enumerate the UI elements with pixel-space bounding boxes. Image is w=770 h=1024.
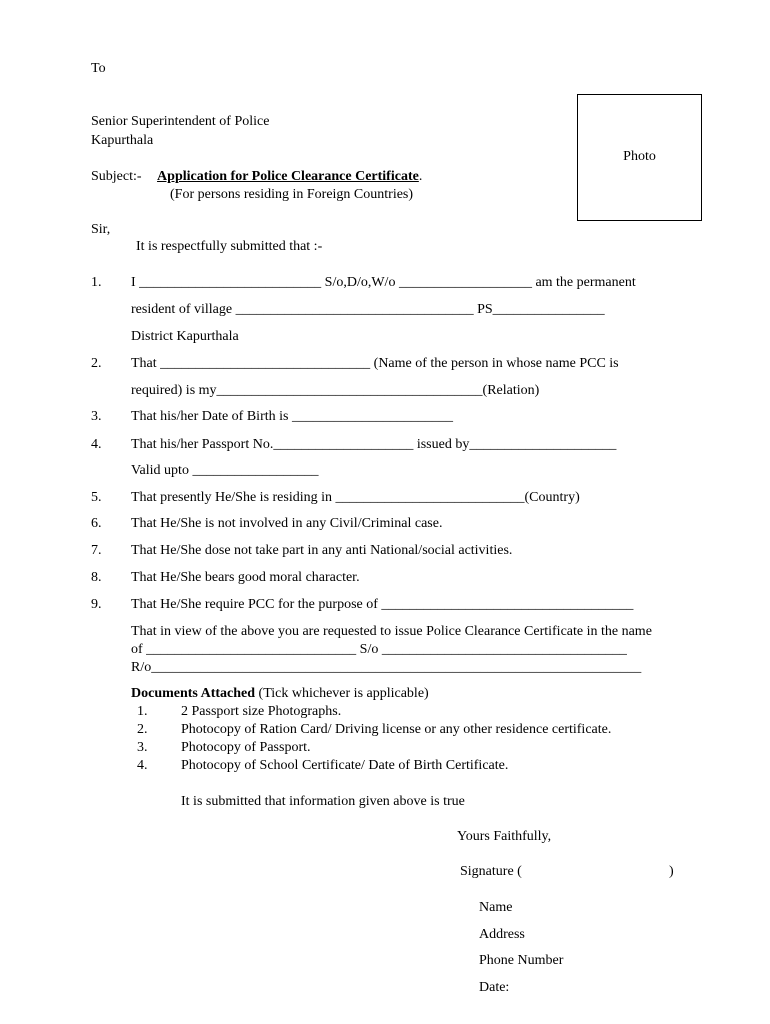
to-label: To	[91, 61, 106, 76]
request-line-3: R/o______________________________________________________________________	[131, 660, 642, 675]
addressee-title: Senior Superintendent of Police	[91, 114, 270, 129]
document-item: Photocopy of Passport.	[181, 740, 311, 755]
item-5-line-1: That presently He/She is residing in ___________________________(Country)	[131, 490, 580, 505]
photo-box	[577, 94, 702, 221]
item-number: 8.	[91, 570, 102, 585]
subject-period: .	[418, 169, 423, 184]
item-number: 4.	[91, 437, 102, 452]
signature-open: Signature (	[460, 864, 522, 879]
request-line-2: of ______________________________ S/o ___________________________________	[131, 642, 627, 657]
item-number: 1.	[91, 275, 102, 290]
addressee-city: Kapurthala	[91, 133, 154, 148]
item-1-line-1: I __________________________ S/o,D/o,W/o ___________________ am the permanent	[131, 275, 636, 290]
item-3-line-1: That his/her Date of Birth is _______________________	[131, 409, 453, 424]
documents-heading-line	[131, 685, 429, 702]
document-item: Photocopy of Ration Card/ Driving license or any other residence certificate.	[181, 722, 612, 737]
phone-label: Phone Number	[479, 953, 564, 968]
item-2-line-1: That ______________________________ (Name of the person in whose name PCC is	[131, 356, 619, 371]
name-label: Name	[479, 900, 513, 915]
item-4-line-1: That his/her Passport No.____________________ issued by_____________________	[131, 437, 617, 452]
item-8-line-1: That He/She bears good moral character.	[131, 570, 360, 585]
document-number: 3.	[137, 740, 148, 755]
document-number: 1.	[137, 704, 148, 719]
document-number: 4.	[137, 758, 148, 773]
item-7-line-1: That He/She dose not take part in any anti National/social activities.	[131, 543, 513, 558]
item-number: 2.	[91, 356, 102, 371]
date-label: Date:	[479, 980, 510, 995]
item-number: 9.	[91, 597, 102, 612]
intro-text: It is respectfully submitted that :-	[136, 239, 323, 254]
item-number: 3.	[91, 409, 102, 424]
item-number: 5.	[91, 490, 102, 505]
declaration-text: It is submitted that information given above is true	[181, 794, 465, 809]
item-1-line-3: District Kapurthala	[131, 329, 239, 344]
documents-heading-note: (Tick whichever is applicable)	[255, 686, 429, 701]
document-number: 2.	[137, 722, 148, 737]
item-number: 6.	[91, 516, 102, 531]
subject-label: Subject:-	[91, 169, 142, 184]
subject-note: (For persons residing in Foreign Countries)	[170, 187, 414, 202]
item-4-line-2: Valid upto __________________	[131, 463, 319, 478]
signature-close: )	[669, 864, 674, 879]
yours-faithfully: Yours Faithfully,	[457, 829, 552, 844]
item-6-line-1: That He/She is not involved in any Civil/Criminal case.	[131, 516, 443, 531]
salutation: Sir,	[91, 222, 111, 237]
photo-label: Photo	[623, 149, 656, 164]
item-2-line-2: required) is my______________________________________(Relation)	[131, 383, 540, 398]
document-item: 2 Passport size Photographs.	[181, 704, 342, 719]
item-1-line-2: resident of village __________________________________ PS________________	[131, 302, 605, 317]
item-9-line-1: That He/She require PCC for the purpose of ____________________________________	[131, 597, 634, 612]
subject-line	[91, 168, 422, 185]
subject-title: Application for Police Clearance Certificate	[157, 169, 419, 184]
address-label: Address	[479, 927, 525, 942]
item-number: 7.	[91, 543, 102, 558]
request-line-1: That in view of the above you are requested to issue Police Clearance Certificate in the name	[131, 624, 652, 639]
document-item: Photocopy of School Certificate/ Date of Birth Certificate.	[181, 758, 509, 773]
documents-heading: Documents Attached	[131, 686, 256, 701]
